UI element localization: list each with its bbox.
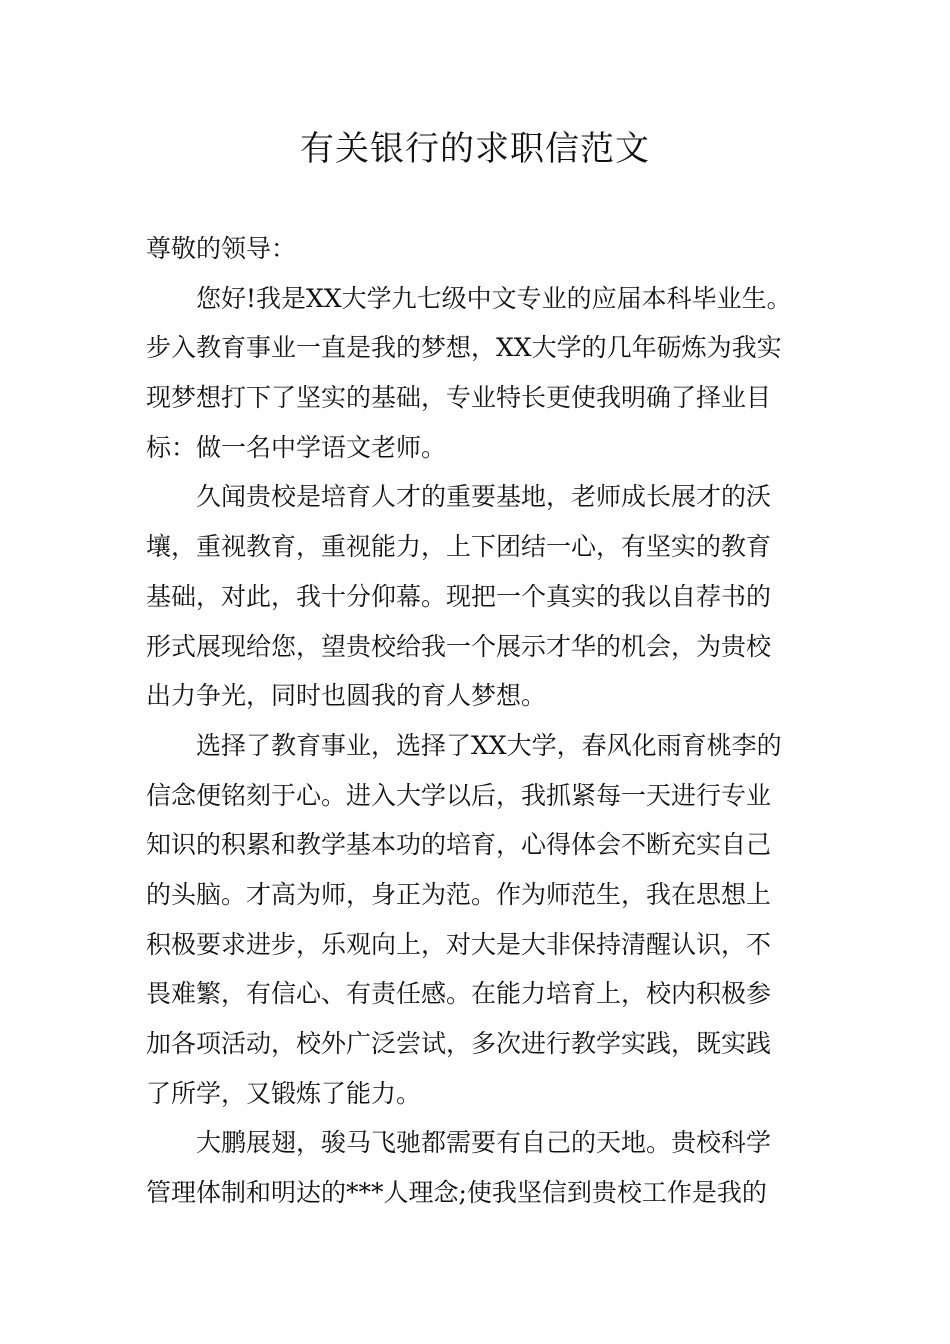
text-line: 管理体制和明达的***人理念;使我坚信到贵校工作是我的 — [146, 1178, 767, 1208]
paragraph-4 — [146, 1118, 810, 1217]
text-line: 形式展现给您，望贵校给我一个展示才华的机会，为贵校 — [146, 631, 772, 661]
text-line: 加各项活动，校外广泛尝试，多次进行教学实践，既实践 — [146, 1029, 772, 1059]
paragraph-3 — [146, 721, 810, 1119]
text-line: 的头脑。才高为师，身正为范。作为师范生，我在思想上 — [146, 879, 772, 909]
paragraph-2 — [146, 472, 810, 720]
text-line: 畏难繁，有信心、有责任感。在能力培育上，校内积极参 — [146, 979, 772, 1009]
text-line: 久闻贵校是培育人才的重要基地，老师成长展才的沃 — [196, 482, 772, 512]
document-body — [146, 224, 810, 1218]
document-title: 有关银行的求职信范文 — [300, 129, 650, 169]
text-line: 壤，重视教育，重视能力，上下团结一心，有坚实的教育 — [146, 532, 772, 562]
text-line: 大鹏展翅，骏马飞驰都需要有自己的天地。贵校科学 — [196, 1128, 772, 1158]
text-line: 您好!我是XX大学九七级中文专业的应届本科毕业生。 — [196, 283, 792, 313]
text-line: 知识的积累和教学基本功的培育，心得体会不断充实自己 — [146, 830, 772, 860]
text-line: 基础，对此，我十分仰幕。现把一个真实的我以自荐书的 — [146, 581, 772, 611]
text-line: 积极要求进步，乐观向上，对大是大非保持清醒认识，不 — [146, 929, 772, 959]
paragraph-1 — [146, 274, 810, 473]
text-line: 出力争光，同时也圆我的育人梦想。 — [146, 681, 547, 711]
text-line: 现梦想打下了坚实的基础，专业特长更使我明确了择业目 — [146, 383, 772, 413]
text-line: 标：做一名中学语文老师。 — [146, 432, 447, 462]
text-line: 信念便铭刻于心。进入大学以后，我抓紧每一天进行专业 — [146, 780, 772, 810]
text-line: 了所学，又锻炼了能力。 — [146, 1078, 422, 1108]
salutation: 尊敬的领导： — [146, 234, 297, 263]
text-line: 选择了教育事业，选择了XX大学，春风化雨育桃李的 — [196, 730, 782, 760]
text-line: 步入教育事业一直是我的梦想，XX大学的几年砺炼为我实 — [146, 333, 782, 363]
